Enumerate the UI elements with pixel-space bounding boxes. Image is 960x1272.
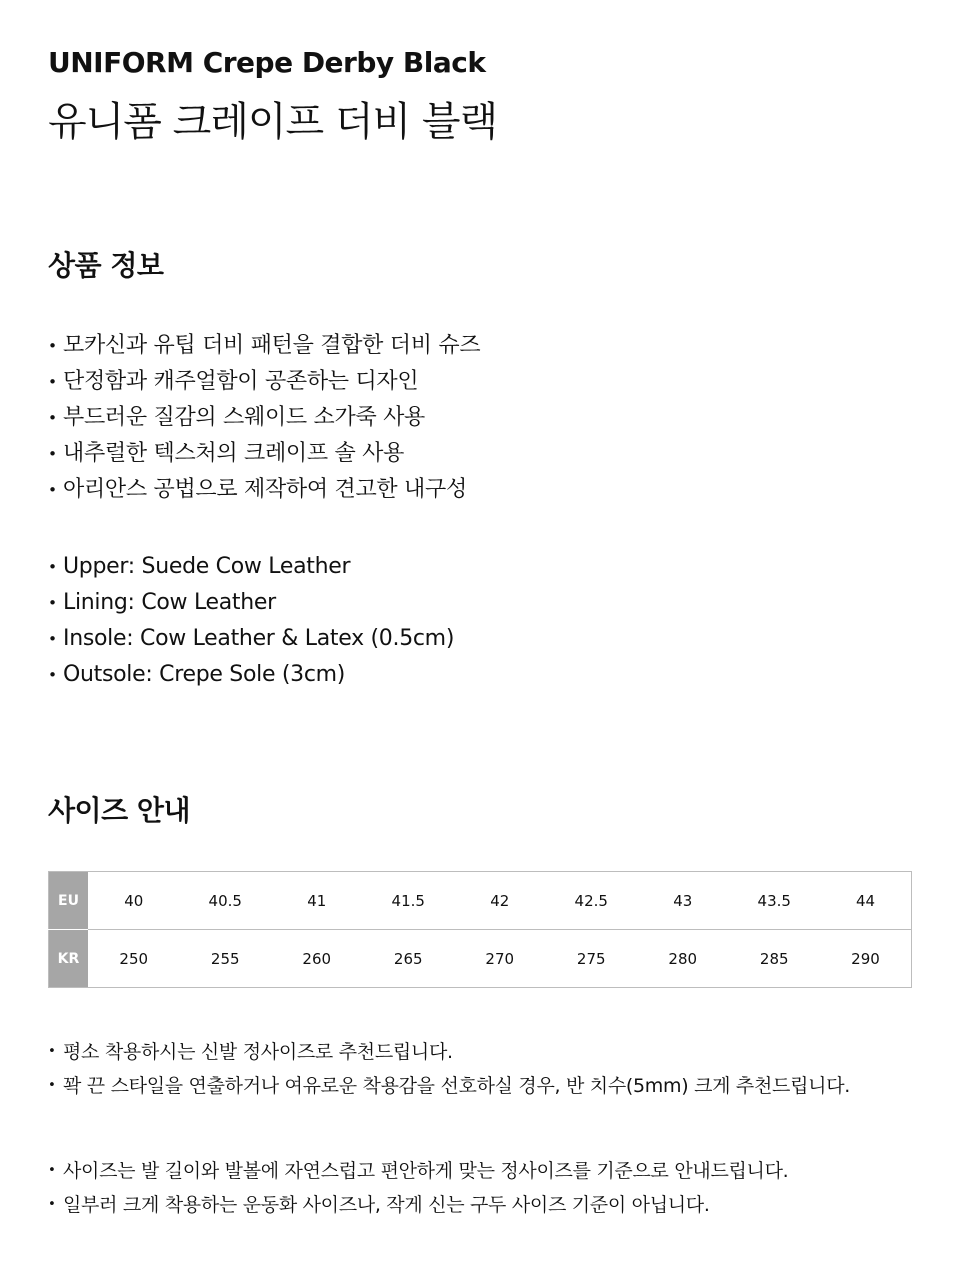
list-item: • Outsole: Crepe Sole (3cm): [48, 657, 454, 693]
fit-notes-list: [48, 1035, 850, 1103]
table-cell: 265: [393, 949, 423, 968]
table-cell: 41: [271, 872, 363, 930]
list-item: • Insole: Cow Leather & Latex (0.5cm): [48, 621, 454, 657]
product-title-kr: 유니폼 크레이프 더비 블랙: [48, 99, 498, 145]
table-cell: 290: [851, 949, 880, 968]
row-header-kr: KR: [49, 930, 89, 988]
product-title-en: UNIFORM Crepe Derby Black: [48, 46, 486, 79]
table-cell: 43.5: [729, 872, 821, 930]
list-item: • 모카신과 유팁 더비 패턴을 결합한 더비 슈즈: [48, 328, 480, 364]
size-table: [48, 871, 912, 988]
table-cell: 42: [454, 872, 546, 930]
table-cell: 44: [820, 872, 912, 930]
product-info-heading: 상품 정보: [48, 249, 164, 282]
size-basis-notes-list: [48, 1154, 788, 1222]
table-cell: 41.5: [363, 872, 455, 930]
table-cell: 285: [759, 949, 789, 968]
features-list: [48, 328, 480, 508]
list-item: • 부드러운 질감의 스웨이드 소가죽 사용: [48, 400, 480, 436]
table-cell: 275: [576, 949, 606, 968]
list-item: • 내추럴한 텍스처의 크레이프 솔 사용: [48, 436, 480, 472]
list-item: • 아리안스 공법으로 제작하여 견고한 내구성: [48, 472, 480, 508]
table-cell: 43: [637, 872, 729, 930]
table-cell: 40.5: [180, 872, 272, 930]
table-cell: 40: [88, 872, 180, 930]
list-item: • 꽉 끈 스타일을 연출하거나 여유로운 착용감을 선호하실 경우, 반 치수(5mm) 크게 추천드립니다.: [48, 1069, 850, 1103]
list-item: • 사이즈는 발 길이와 발볼에 자연스럽고 편안하게 맞는 정사이즈를 기준으로 안내드립니다.: [48, 1154, 788, 1188]
size-guide-heading: 사이즈 안내: [48, 794, 190, 827]
table-row-eu: [49, 872, 912, 930]
table-cell: 280: [668, 949, 698, 968]
list-item: • 단정함과 캐주얼함이 공존하는 디자인: [48, 364, 480, 400]
materials-list: [48, 549, 454, 693]
list-item: • 일부러 크게 착용하는 운동화 사이즈나, 작게 신는 구두 사이즈 기준이 아닙니다.: [48, 1188, 788, 1222]
table-cell: 260: [302, 949, 332, 968]
table-row-kr: [49, 930, 912, 988]
list-item: • 평소 착용하시는 신발 정사이즈로 추천드립니다.: [48, 1035, 850, 1069]
row-header-eu: EU: [49, 872, 89, 930]
table-cell: 250: [119, 949, 149, 968]
table-cell: 42.5: [546, 872, 638, 930]
list-item: • Lining: Cow Leather: [48, 585, 454, 621]
table-cell: 255: [210, 949, 240, 968]
table-cell: 270: [485, 949, 515, 968]
list-item: • Upper: Suede Cow Leather: [48, 549, 454, 585]
